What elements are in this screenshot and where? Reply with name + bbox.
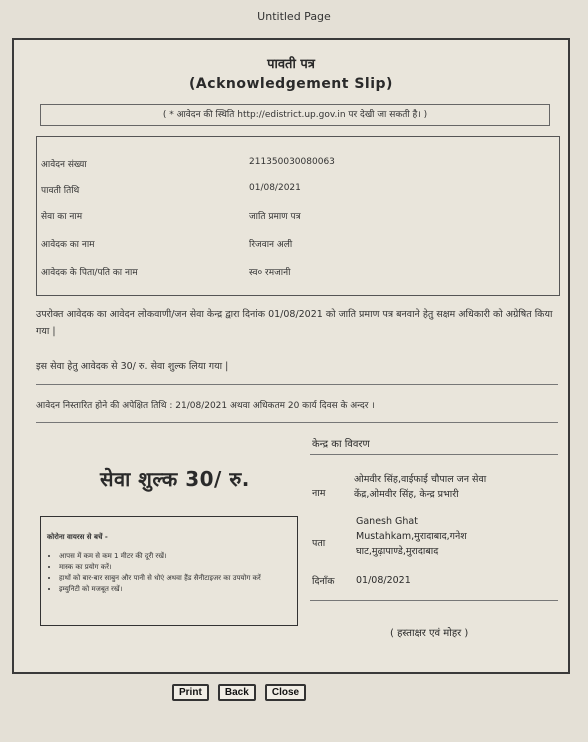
acknowledgement-slip [12,38,570,674]
centre-name-line: ओमवीर सिंह,वाईफाई चौपाल जन सेवा [354,474,487,485]
expected-date-line: आवेदन निस्तारित होने की अपेक्षित तिथि : 21/08/2021 अथवा अधिकतम 20 कार्य दिवस के अन्दर । [36,401,375,411]
divider [310,600,558,601]
page-title: Untitled Page [257,10,331,23]
close-button[interactable]: Close [265,684,306,701]
slip-title-english: (Acknowledgement Slip) [189,76,393,92]
divider [36,422,558,423]
centre-name-line: केंद्र,ओमवीर सिंह, केन्द्र प्रभारी [354,489,459,500]
centre-address-line: घाट,मुढ़ापाण्डे,मुरादाबाद [356,546,439,557]
application-details [36,136,560,296]
detail-value: स्व० रमजानी [249,268,291,278]
detail-value: रिजवान अली [249,240,293,250]
covid-list [47,551,295,595]
detail-value: 211350030080063 [249,157,335,167]
centre-address-line: Mustahkam,मुरादाबाद,गनेश [356,531,467,542]
back-button[interactable]: Back [218,684,256,701]
covid-advisory [40,516,298,626]
list-item: • मास्क का प्रयोग करें। [59,562,295,573]
list-item: • इम्युनिटी को मजबूत रखें। [59,584,295,595]
centre-address-label: पता [312,538,326,549]
centre-name-label: नाम [312,488,326,499]
service-fee: सेवा शुल्क 30/ रु. [100,467,250,491]
detail-label: पावती तिथि [41,186,80,196]
slip-title-hindi: पावती पत्र [267,57,315,72]
detail-value: 01/08/2021 [249,183,301,193]
detail-label: आवेदक के पिता/पति का नाम [41,268,138,278]
action-buttons [172,680,310,701]
divider [310,454,558,455]
list-item: • हाथों को बार-बार साबुन और पानी से धोएं अथवा हैंड सैनीटाइजर का उपयोग करें [59,573,295,584]
signature-seal-note: ( हस्ताक्षर एवं मोहर ) [390,628,469,639]
centre-date-label: दिनाँक [312,576,335,587]
detail-label: आवेदन संख्या [41,160,87,170]
divider [36,384,558,385]
status-note: ( * आवेदन की स्थिति http://edistrict.up.gov.in पर देखी जा सकती है। ) [40,104,550,126]
forwarding-paragraph: उपरोक्त आवेदक का आवेदन लोकवाणी/जन सेवा केन्द्र द्वारा दिनांक 01/08/2021 को जाति प्रमाण पत्र बनवाने हेतु सक्षम अधिकारी को अग्रेषित किया गया | [36,309,553,337]
detail-label: सेवा का नाम [41,212,83,222]
print-button[interactable]: Print [172,684,209,701]
covid-title: कोरोना वायरस से बचें - [47,533,108,541]
list-item: • आपस में कम से कम 1 मीटर की दूरी रखें। [59,551,295,562]
fee-line: इस सेवा हेतु आवेदक से 30/ रु. सेवा शुल्क लिया गया | [36,361,229,372]
centre-address-line: Ganesh Ghat [356,516,418,527]
centre-date-value: 01/08/2021 [356,575,411,586]
detail-label: आवेदक का नाम [41,240,95,250]
centre-heading: केन्द्र का विवरण [312,439,370,450]
detail-value: जाति प्रमाण पत्र [249,212,301,222]
